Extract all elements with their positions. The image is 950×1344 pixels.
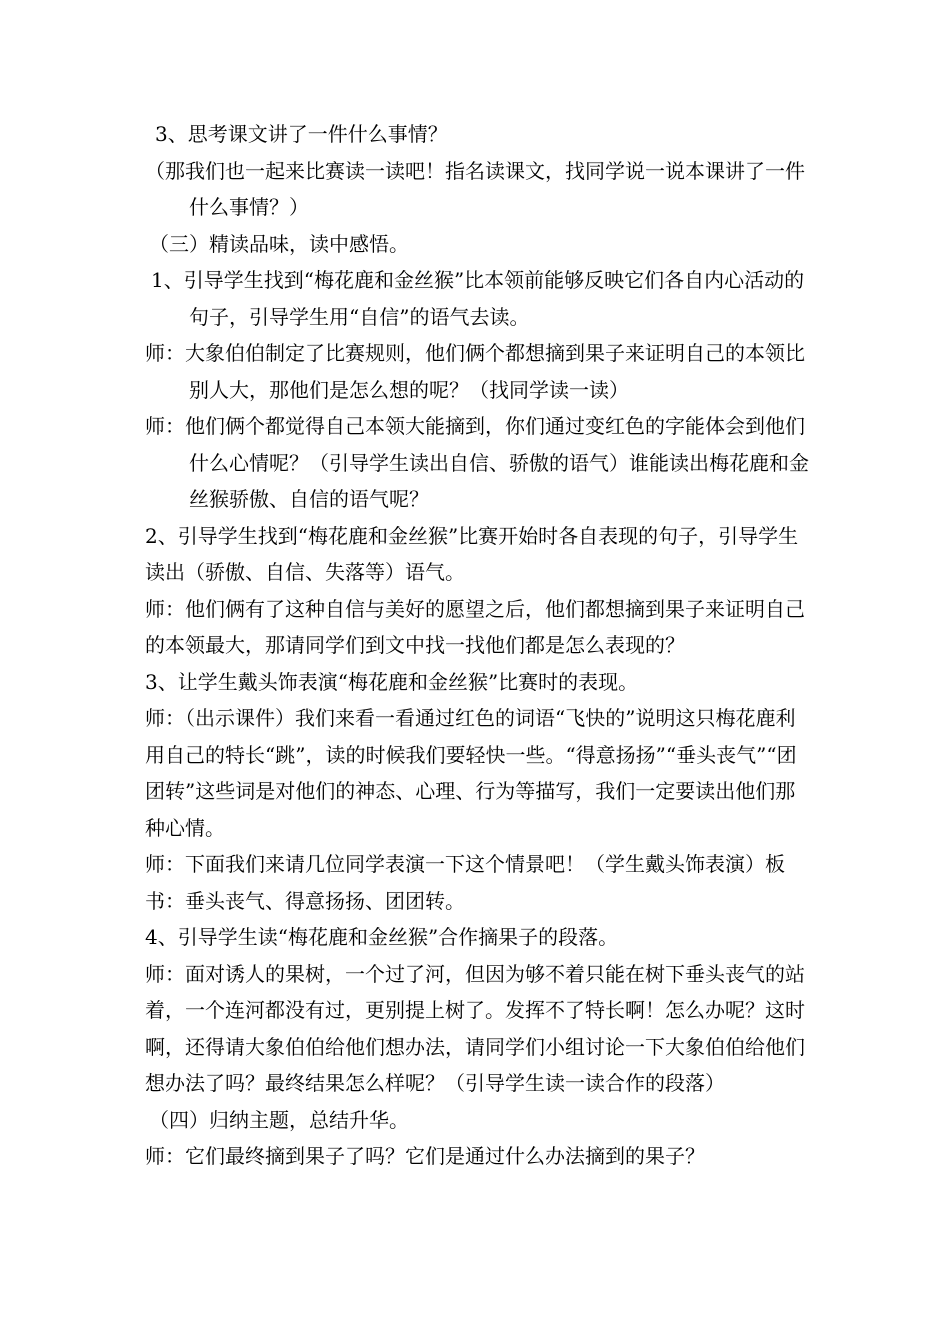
paragraph-teacher-fruit-tree: 师：面对诱人的果树，一个过了河，但因为够不着只能在树下垂头丧气的站着，一个连河都没有过，更别提上树了。发挥不了特长啊！怎么办呢？这时啊，还得请大象伯伯给他们想办法，请同学们小组讨论一下大象伯伯给他们想办法了吗？最终结果怎么样呢？（引导学生读一读合作的段落） <box>145 961 805 1095</box>
paragraph-step-1: 1、引导学生找到“梅花鹿和金丝猴”比本领前能够反映它们各自内心活动的句子，引导学生用“自信”的语气去读。 <box>151 268 805 329</box>
paragraph-step-4: 4、引导学生读“梅花鹿和金丝猴”合作摘果子的段落。 <box>145 925 619 949</box>
document-body <box>145 116 815 1175</box>
paragraph-teacher-performance: 师：下面我们来请几位同学表演一下这个情景吧！（学生戴头饰表演）板书：垂头丧气、得意扬扬、团团转。 <box>145 852 785 913</box>
paragraph-read-together: （那我们也一起来比赛读一读吧！指名读课文，找同学说一说本课讲了一件什么事情？） <box>145 158 805 219</box>
section-heading-3: （三）精读品味，读中感悟。 <box>149 231 409 256</box>
paragraph-step-3-question: 3、思考课文讲了一件什么事情？ <box>155 122 448 146</box>
paragraph-step-3-perform: 3、让学生戴头饰表演“梅花鹿和金丝猴”比赛时的表现。 <box>145 669 639 694</box>
paragraph-teacher-final-question: 师：它们最终摘到果子了吗？它们是通过什么办法摘到的果子？ <box>145 1144 705 1168</box>
paragraph-teacher-rules: 师：大象伯伯制定了比赛规则，他们俩个都想摘到果子来证明自己的本领比别人大，那他们是怎么想的呢？（找同学读一读） <box>145 341 805 402</box>
paragraph-step-2: 2、引导学生找到“梅花鹿和金丝猴”比赛开始时各自表现的句子，引导学生读出（骄傲、自信、失落等）语气。 <box>145 523 799 584</box>
paragraph-teacher-courseware: 师：（出示课件）我们来看一看通过红色的词语“飞快的”说明这只梅花鹿利用自己的特长“跳”，读的时候我们要轻快一些。“得意扬扬”“垂头丧气”“团团转”这些词是对他们的神态、心理、行为等描写，我们一定要读出他们那种心情。 <box>145 706 797 840</box>
paragraph-teacher-confidence: 师：他们俩有了这种自信与美好的愿望之后，他们都想摘到果子来证明自己的本领最大，那请同学们到文中找一找他们都是怎么表现的？ <box>145 596 805 657</box>
paragraph-teacher-feelings: 师：他们俩个都觉得自己本领大能摘到，你们通过变红色的字能体会到他们什么心情呢？（引导学生读出自信、骄傲的语气）谁能读出梅花鹿和金丝猴骄傲、自信的语气呢？ <box>145 414 809 511</box>
section-heading-4: （四）归纳主题，总结升华。 <box>149 1107 409 1132</box>
